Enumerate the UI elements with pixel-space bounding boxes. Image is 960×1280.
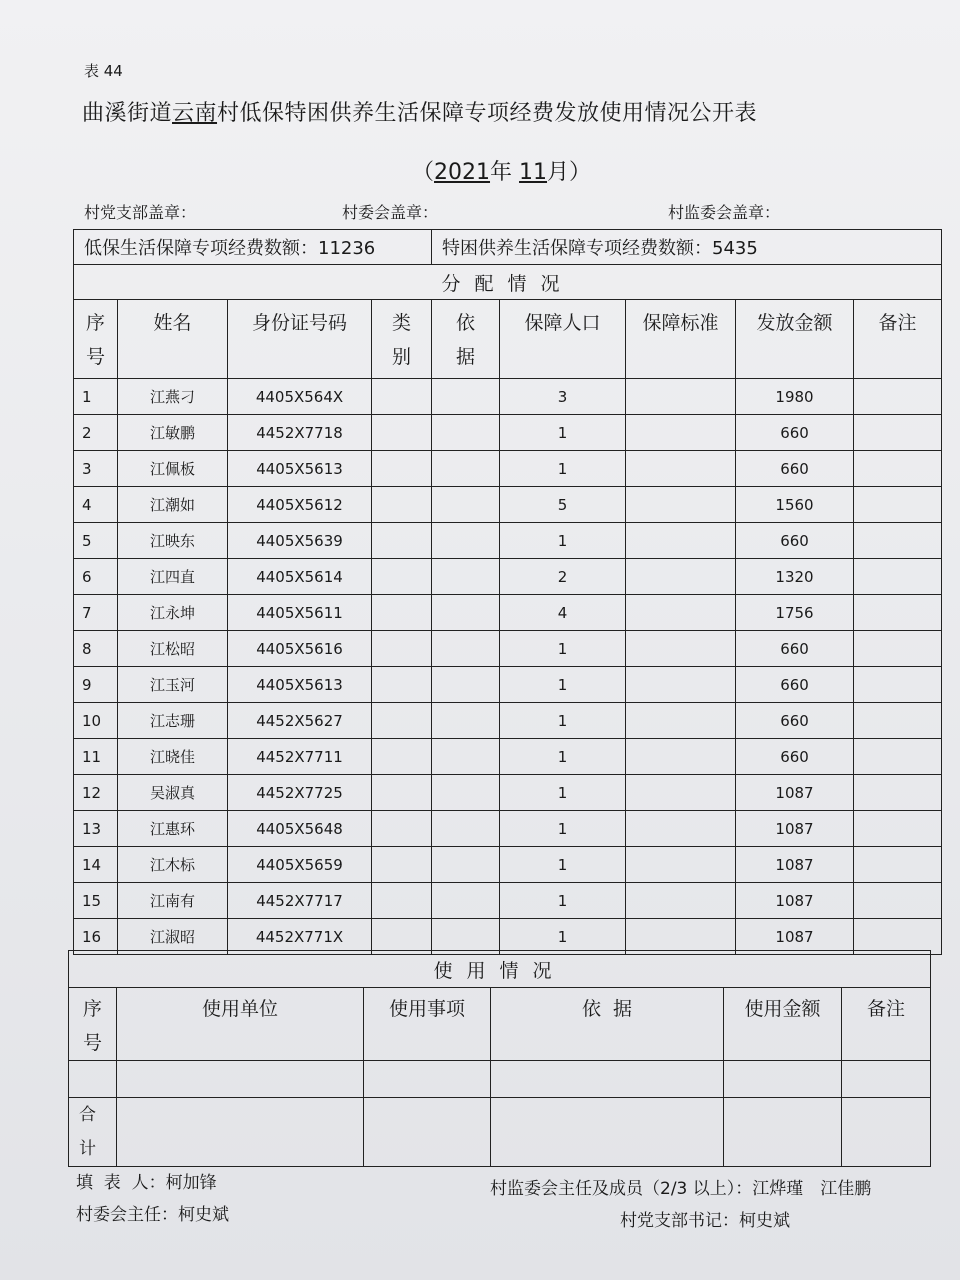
row-people: 1	[500, 919, 626, 955]
row-seq: 13	[74, 811, 118, 847]
usage-blank-row	[69, 1061, 931, 1098]
row-seq: 11	[74, 739, 118, 775]
row-name: 江四直	[118, 559, 228, 595]
table-row	[74, 487, 942, 523]
row-amount: 660	[736, 451, 854, 487]
row-note	[854, 811, 942, 847]
usage-cell	[724, 1098, 842, 1167]
header-amount: 发放金额	[736, 300, 854, 379]
row-standard	[626, 703, 736, 739]
row-note	[854, 559, 942, 595]
row-amount: 660	[736, 523, 854, 559]
row-note	[854, 667, 942, 703]
row-category	[372, 487, 432, 523]
table-row	[74, 667, 942, 703]
row-basis	[432, 379, 500, 415]
row-note	[854, 631, 942, 667]
row-basis	[432, 811, 500, 847]
row-id-number: 4405X564X	[228, 379, 372, 415]
header-seq-1: 序	[85, 312, 105, 334]
row-id-number: 4405X5614	[228, 559, 372, 595]
header-note: 备注	[854, 300, 942, 379]
row-amount: 1087	[736, 775, 854, 811]
usage-cell	[842, 1061, 931, 1098]
period-month-unit: 月	[547, 160, 570, 185]
row-amount: 660	[736, 631, 854, 667]
header-standard: 保障标准	[626, 300, 736, 379]
supervision-label: 村监委会主任及成员（2/3 以上）：	[490, 1179, 753, 1199]
usage-total-1: 合	[79, 1105, 96, 1125]
row-seq: 1	[74, 379, 118, 415]
row-name: 江玉河	[118, 667, 228, 703]
row-basis	[432, 523, 500, 559]
row-name: 江松昭	[118, 631, 228, 667]
table-row	[74, 631, 942, 667]
row-category	[372, 379, 432, 415]
row-note	[854, 775, 942, 811]
row-name: 吴淑真	[118, 775, 228, 811]
row-seq: 6	[74, 559, 118, 595]
party-branch-seal-label: 村党支部盖章：	[84, 203, 197, 222]
row-basis	[432, 451, 500, 487]
row-seq: 3	[74, 451, 118, 487]
committee-seal-label: 村委会盖章：	[342, 203, 439, 222]
row-standard	[626, 775, 736, 811]
header-seq	[74, 300, 118, 379]
row-note	[854, 415, 942, 451]
table-row	[74, 811, 942, 847]
row-id-number: 4452X5627	[228, 703, 372, 739]
row-id-number: 4405X5659	[228, 847, 372, 883]
row-seq: 15	[74, 883, 118, 919]
table-row	[74, 847, 942, 883]
row-people: 1	[500, 415, 626, 451]
row-name: 江木标	[118, 847, 228, 883]
row-seq: 7	[74, 595, 118, 631]
table-row	[74, 451, 942, 487]
row-seq: 16	[74, 919, 118, 955]
usage-total-row	[69, 1098, 931, 1167]
row-amount: 1087	[736, 847, 854, 883]
filler-name: 柯加锋	[165, 1173, 217, 1193]
row-category	[372, 847, 432, 883]
distribution-rows	[74, 379, 942, 955]
table-row	[74, 523, 942, 559]
table-row	[74, 595, 942, 631]
usage-cell	[842, 1098, 931, 1167]
usage-total-2: 计	[79, 1139, 96, 1159]
row-id-number: 4405X5648	[228, 811, 372, 847]
row-seq: 9	[74, 667, 118, 703]
row-id-number: 4452X771X	[228, 919, 372, 955]
committee-head-signature	[76, 1200, 229, 1225]
row-category	[372, 883, 432, 919]
row-people: 1	[500, 667, 626, 703]
row-id-number: 4405X5613	[228, 667, 372, 703]
row-basis	[432, 595, 500, 631]
row-name: 江永坤	[118, 595, 228, 631]
row-id-number: 4405X5612	[228, 487, 372, 523]
row-people: 1	[500, 775, 626, 811]
usage-cell	[364, 1098, 491, 1167]
period-close: ）	[569, 160, 592, 185]
row-name: 江惠环	[118, 811, 228, 847]
row-seq: 5	[74, 523, 118, 559]
header-name: 姓名	[118, 300, 228, 379]
usage-cell	[117, 1098, 364, 1167]
row-basis	[432, 667, 500, 703]
table-row	[74, 415, 942, 451]
distribution-header-row	[74, 300, 942, 379]
row-category	[372, 703, 432, 739]
row-basis	[432, 775, 500, 811]
row-standard	[626, 451, 736, 487]
row-basis	[432, 415, 500, 451]
row-seq: 10	[74, 703, 118, 739]
row-people: 3	[500, 379, 626, 415]
row-name: 江淑昭	[118, 919, 228, 955]
row-note	[854, 703, 942, 739]
usage-header-seq-2: 号	[82, 1032, 102, 1054]
row-note	[854, 451, 942, 487]
row-note	[854, 523, 942, 559]
row-people: 2	[500, 559, 626, 595]
row-standard	[626, 523, 736, 559]
usage-header-note: 备注	[842, 988, 931, 1061]
title-village: 云南	[172, 101, 218, 126]
header-id: 身份证号码	[228, 300, 372, 379]
table-row	[74, 703, 942, 739]
supervision-seal-label: 村监委会盖章：	[668, 203, 781, 222]
supervision-signature	[490, 1174, 871, 1199]
committee-head-name: 柯史斌	[178, 1205, 229, 1225]
form-number: 表 44	[84, 62, 123, 80]
row-name: 江燕刁	[118, 379, 228, 415]
row-note	[854, 883, 942, 919]
row-category	[372, 775, 432, 811]
row-name: 江晓佳	[118, 739, 228, 775]
row-people: 5	[500, 487, 626, 523]
usage-cell	[69, 1061, 117, 1098]
row-id-number: 4452X7725	[228, 775, 372, 811]
row-people: 1	[500, 523, 626, 559]
row-category	[372, 451, 432, 487]
usage-cell	[491, 1098, 724, 1167]
table-row	[74, 559, 942, 595]
usage-header-amount: 使用金额	[724, 988, 842, 1061]
usage-cell	[724, 1061, 842, 1098]
usage-cell	[491, 1061, 724, 1098]
row-basis	[432, 883, 500, 919]
row-category	[372, 667, 432, 703]
row-note	[854, 379, 942, 415]
row-amount: 1320	[736, 559, 854, 595]
row-amount: 660	[736, 415, 854, 451]
period-year-unit: 年	[490, 160, 513, 185]
row-seq: 2	[74, 415, 118, 451]
row-standard	[626, 415, 736, 451]
row-name: 江敏鹏	[118, 415, 228, 451]
row-id-number: 4452X7711	[228, 739, 372, 775]
header-basis-2: 据	[456, 346, 476, 368]
distribution-table	[73, 229, 942, 955]
row-name: 江佩板	[118, 451, 228, 487]
table-row	[74, 883, 942, 919]
row-category	[372, 631, 432, 667]
usage-header-unit: 使用单位	[117, 988, 364, 1061]
row-people: 1	[500, 847, 626, 883]
row-category	[372, 559, 432, 595]
supervision-members: 江烨瑾 江佳鹏	[752, 1179, 872, 1199]
row-standard	[626, 811, 736, 847]
row-people: 1	[500, 739, 626, 775]
row-people: 1	[500, 811, 626, 847]
filler-label: 填 表 人：	[76, 1173, 166, 1193]
header-basis-1: 依	[456, 312, 476, 334]
party-secretary-label: 村党支部书记：	[620, 1211, 739, 1231]
title-rest: 村低保特困供养生活保障专项经费发放使用情况公开表	[217, 101, 758, 126]
row-amount: 1980	[736, 379, 854, 415]
header-category	[372, 300, 432, 379]
usage-header-seq	[69, 988, 117, 1061]
header-category-2: 别	[392, 346, 412, 368]
document-title	[82, 96, 757, 127]
period	[412, 155, 591, 186]
row-id-number: 4452X7717	[228, 883, 372, 919]
row-amount: 1087	[736, 811, 854, 847]
row-seq: 14	[74, 847, 118, 883]
row-standard	[626, 667, 736, 703]
distribution-section-title: 分配情况	[74, 265, 942, 300]
row-note	[854, 847, 942, 883]
row-basis	[432, 703, 500, 739]
party-secretary-name: 柯史斌	[739, 1211, 790, 1231]
row-id-number: 4405X5616	[228, 631, 372, 667]
row-basis	[432, 739, 500, 775]
row-category	[372, 415, 432, 451]
row-standard	[626, 487, 736, 523]
dibao-fund-amount: 低保生活保障专项经费数额：11236	[74, 230, 432, 265]
committee-head-label: 村委会主任：	[76, 1205, 178, 1225]
row-amount: 1560	[736, 487, 854, 523]
row-standard	[626, 847, 736, 883]
table-row	[74, 739, 942, 775]
filler-signature	[76, 1168, 217, 1193]
usage-cell	[364, 1061, 491, 1098]
row-standard	[626, 379, 736, 415]
usage-header-basis: 依 据	[491, 988, 724, 1061]
row-note	[854, 487, 942, 523]
header-basis	[432, 300, 500, 379]
row-standard	[626, 595, 736, 631]
usage-total-label	[69, 1098, 117, 1167]
table-row	[74, 379, 942, 415]
usage-header-item: 使用事项	[364, 988, 491, 1061]
header-category-1: 类	[392, 312, 412, 334]
row-people: 1	[500, 451, 626, 487]
row-name: 江映东	[118, 523, 228, 559]
period-year: 2021	[434, 160, 491, 185]
row-people: 1	[500, 703, 626, 739]
usage-table	[68, 950, 931, 1167]
party-secretary-signature	[620, 1206, 790, 1231]
row-category	[372, 595, 432, 631]
row-seq: 12	[74, 775, 118, 811]
row-category	[372, 523, 432, 559]
row-category	[372, 811, 432, 847]
header-seq-2: 号	[85, 346, 105, 368]
row-standard	[626, 739, 736, 775]
row-amount: 1756	[736, 595, 854, 631]
row-name: 江潮如	[118, 487, 228, 523]
usage-section-title: 使用情况	[69, 951, 931, 988]
row-basis	[432, 487, 500, 523]
row-amount: 660	[736, 739, 854, 775]
period-month: 11	[519, 160, 548, 185]
row-basis	[432, 631, 500, 667]
row-people: 1	[500, 631, 626, 667]
row-id-number: 4405X5611	[228, 595, 372, 631]
usage-cell	[117, 1061, 364, 1098]
row-name: 江志珊	[118, 703, 228, 739]
row-id-number: 4452X7718	[228, 415, 372, 451]
row-seq: 4	[74, 487, 118, 523]
row-amount: 660	[736, 703, 854, 739]
row-id-number: 4405X5613	[228, 451, 372, 487]
usage-header-seq-1: 序	[82, 998, 102, 1020]
row-note	[854, 739, 942, 775]
row-amount: 660	[736, 667, 854, 703]
header-people: 保障人口	[500, 300, 626, 379]
row-people: 1	[500, 883, 626, 919]
tekun-fund-amount: 特困供养生活保障专项经费数额：5435	[432, 230, 942, 265]
row-amount: 1087	[736, 919, 854, 955]
row-standard	[626, 631, 736, 667]
row-basis	[432, 559, 500, 595]
row-basis	[432, 847, 500, 883]
row-note	[854, 595, 942, 631]
row-people: 4	[500, 595, 626, 631]
period-open: （	[412, 160, 435, 185]
table-row	[74, 775, 942, 811]
title-street: 曲溪街道	[82, 101, 173, 126]
usage-header-row	[69, 988, 931, 1061]
row-id-number: 4405X5639	[228, 523, 372, 559]
row-seq: 8	[74, 631, 118, 667]
row-category	[372, 739, 432, 775]
row-name: 江南有	[118, 883, 228, 919]
row-standard	[626, 559, 736, 595]
row-amount: 1087	[736, 883, 854, 919]
row-standard	[626, 883, 736, 919]
